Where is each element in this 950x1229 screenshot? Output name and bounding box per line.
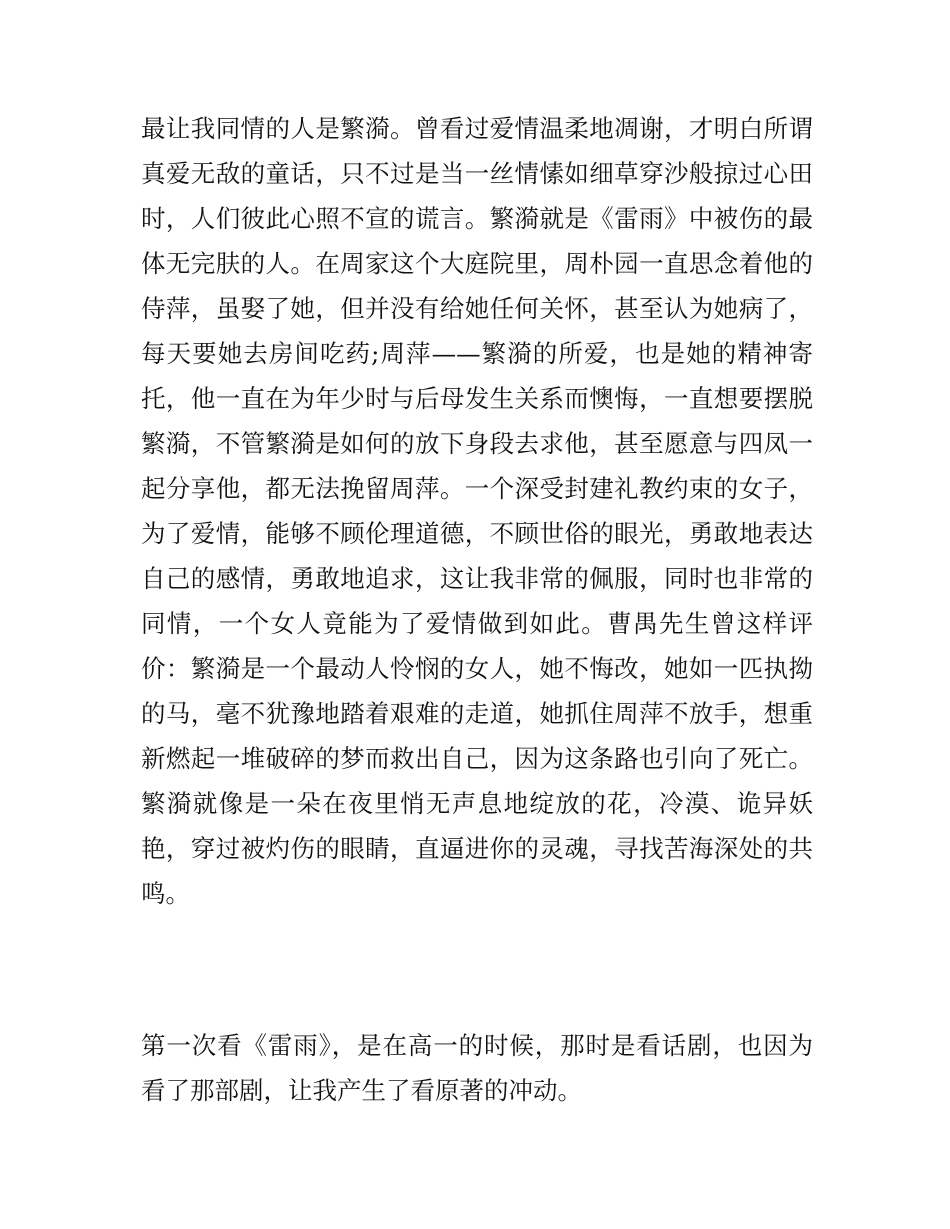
paragraph-line: 鸣。 [141,879,190,908]
paragraph-line: 看了那部剧，让我产生了看原著的冲动。 [141,1076,582,1105]
paragraph-line: 的马，毫不犹豫地踏着艰难的走道，她抓住周萍不放手，想重 [141,699,813,728]
paragraph-line: 时，人们彼此心照不宣的谎言。繁漪就是《雷雨》中被伤的最 [141,204,813,233]
paragraph-line: 最让我同情的人是繁漪。曾看过爱情温柔地凋谢，才明白所谓 [141,114,813,143]
paragraph-line: 体无完肤的人。在周家这个大庭院里，周朴园一直思念着他的 [141,249,813,278]
paragraph-line: 新燃起一堆破碎的梦而救出自己，因为这条路也引向了死亡。 [141,744,813,773]
paragraph-line: 繁漪就像是一朵在夜里悄无声息地绽放的花，冷漠、诡异妖 [141,789,813,818]
paragraph-line: 真爱无敌的童话，只不过是当一丝情愫如细草穿沙般掠过心田 [141,159,813,188]
paragraph-line: 繁漪，不管繁漪是如何的放下身段去求他，甚至愿意与四凤一 [141,429,813,458]
paragraph-line: 托，他一直在为年少时与后母发生关系而懊悔，一直想要摆脱 [141,384,813,413]
paragraph-line: 同情，一个女人竟能为了爱情做到如此。曹禺先生曾这样评 [141,609,813,638]
paragraph-line: 为了爱情，能够不顾伦理道德，不顾世俗的眼光，勇敢地表达 [141,519,813,548]
paragraph-1 [141,106,813,916]
paragraph-line: 第一次看《雷雨》，是在高一的时候，那时是看话剧，也因为 [141,1031,813,1060]
paragraph-line: 艳，穿过被灼伤的眼睛，直逼进你的灵魂，寻找苦海深处的共 [141,834,813,863]
paragraph-line: 起分享他，都无法挽留周萍。一个深受封建礼教约束的女子， [141,474,813,503]
paragraph-line: 价：繁漪是一个最动人怜悯的女人，她不悔改，她如一匹执拗 [141,654,813,683]
paragraph-line: 侍萍，虽娶了她，但并没有给她任何关怀，甚至认为她病了， [141,294,813,323]
paragraph-line: 每天要她去房间吃药;周萍——繁漪的所爱，也是她的精神寄 [141,339,813,368]
paragraph-line: 自己的感情，勇敢地追求，这让我非常的佩服，同时也非常的 [141,564,813,593]
paragraph-2 [141,1023,813,1113]
